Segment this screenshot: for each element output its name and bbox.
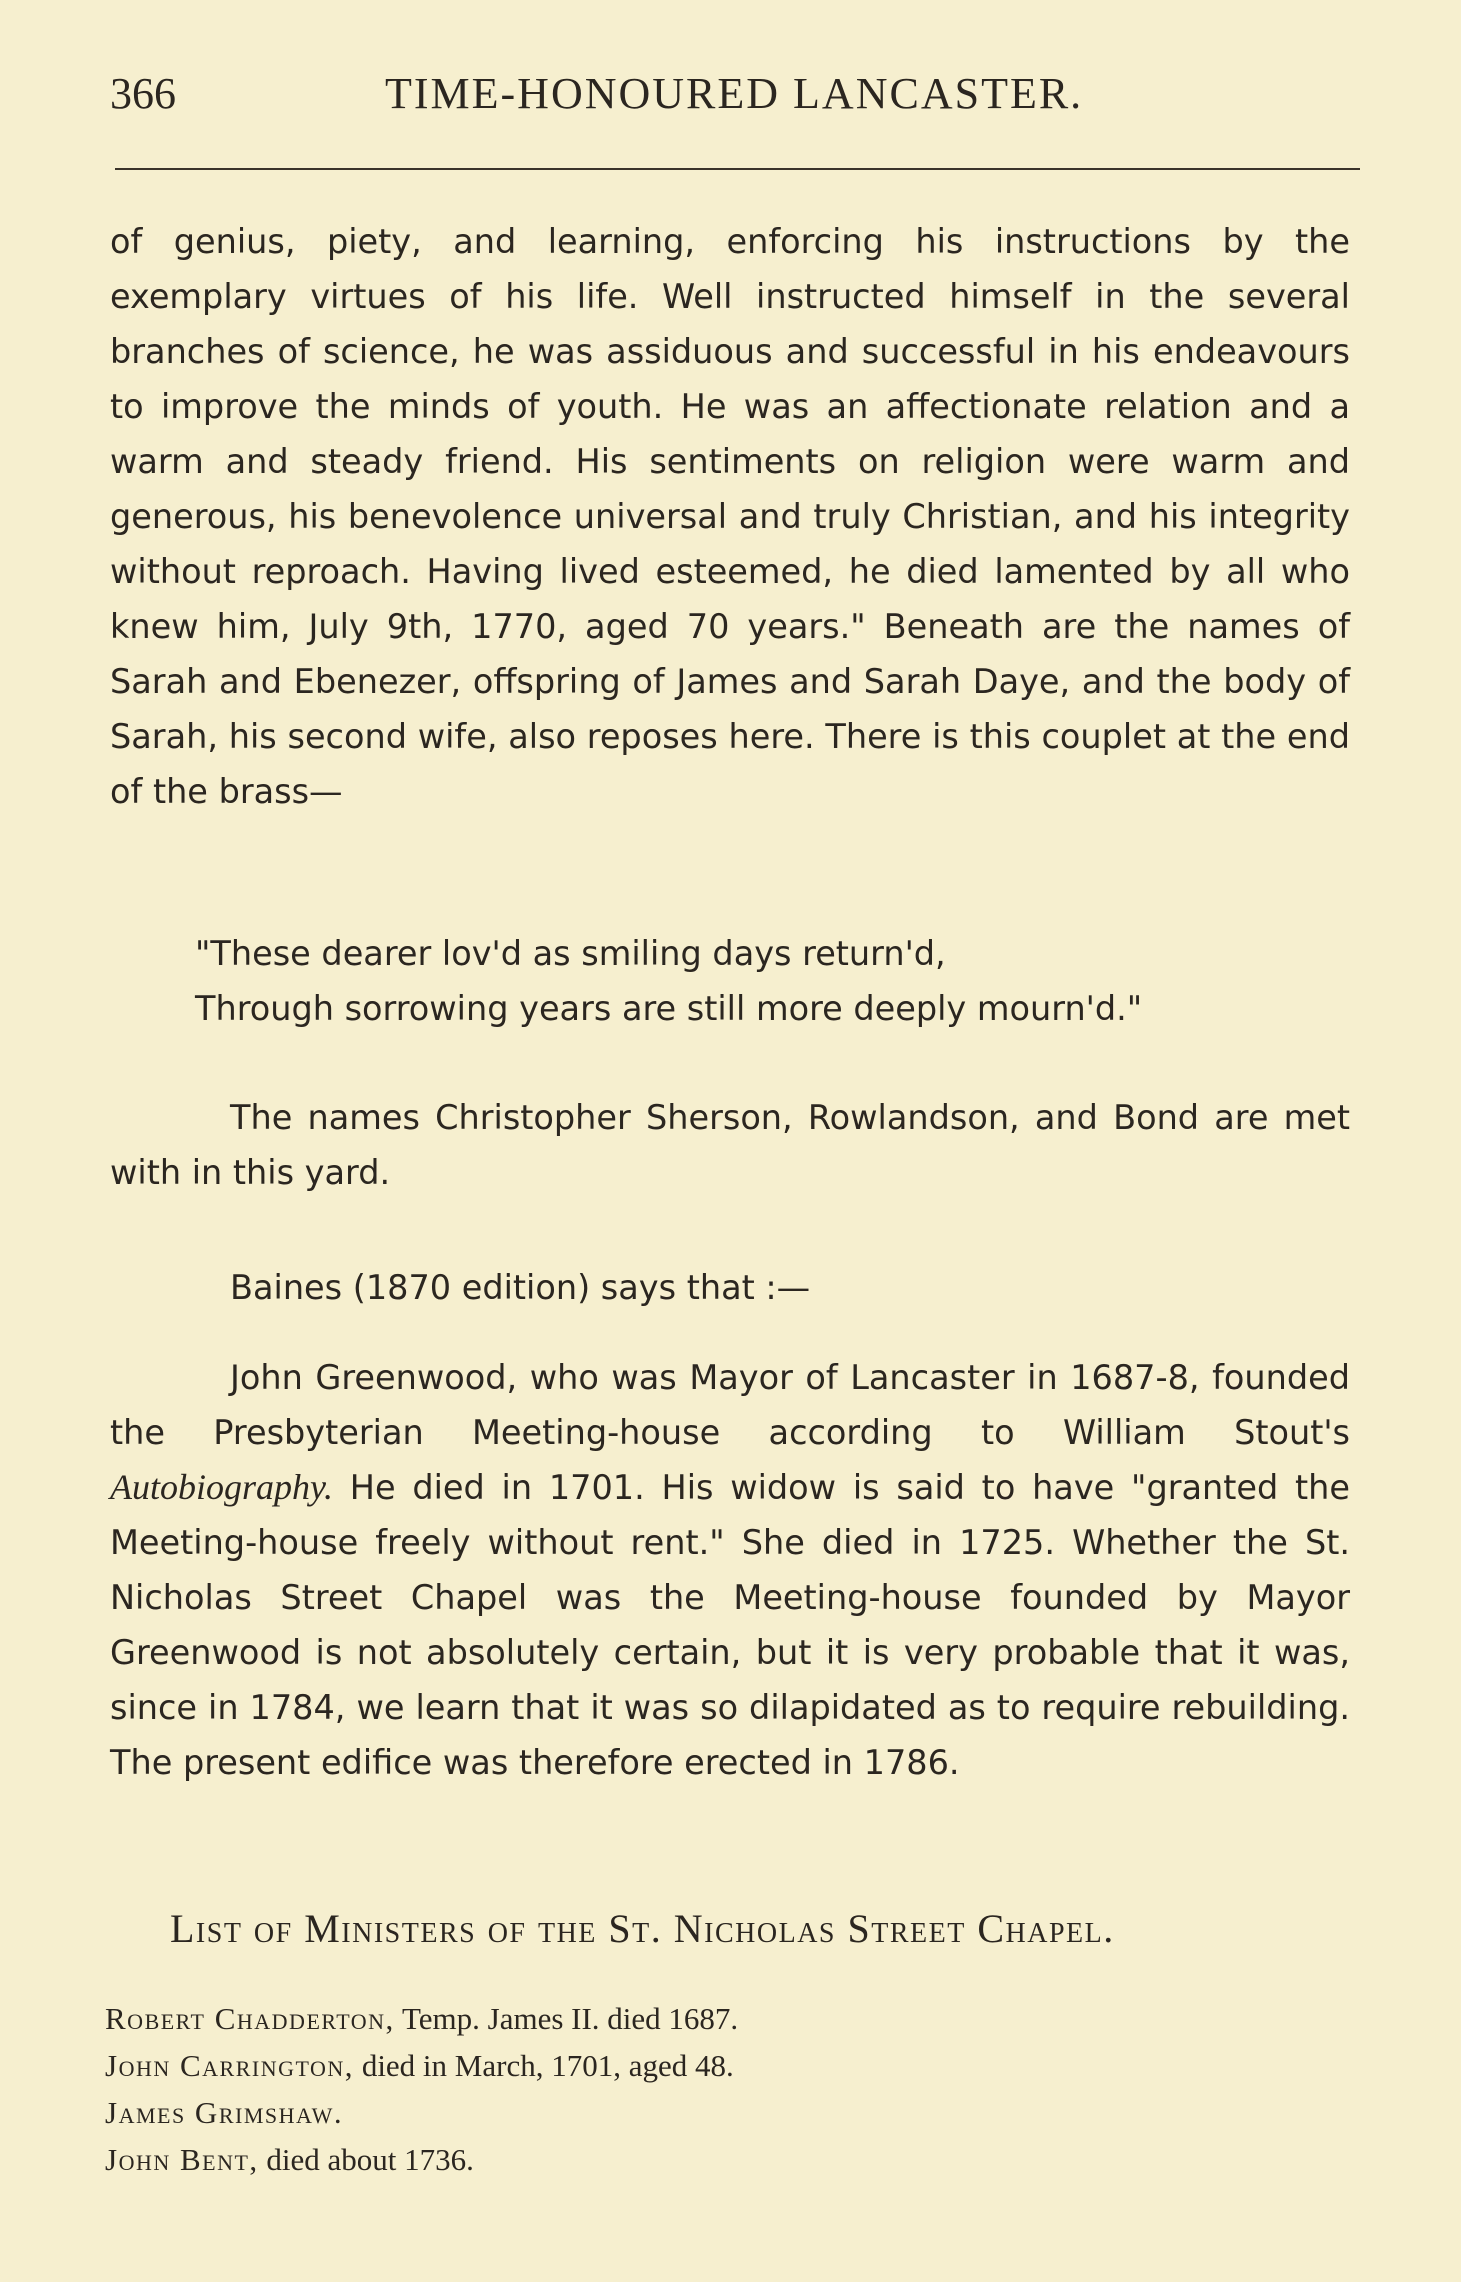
running-title: TIME-HONOURED LANCASTER. [385,69,1084,118]
minister-name: Robert Chadderton, [105,2001,395,2036]
paragraph-names-in-yard: The names Christopher Sherson, Rowlandson, and Bond are met with in this yard. [110,1098,1350,1192]
couplet [195,926,1355,1036]
minister-detail: died about 1736. [258,2142,474,2177]
autobiography-title: Autobiography. [110,1467,333,1507]
minister-name: James Grimshaw. [105,2095,344,2130]
ministers-list [105,1995,1305,2183]
greenwood-text-end: He died in 1701. His widow is said to have "granted the Meeting-house freely without rent." She died in 1725. Whether the St. Nicholas Street Chapel was the Meeting-house founded by Mayor Greenwood is not absolutely certain, but it is very probable that it was, since in 1784, we learn that it was so dilapidated as to require rebuilding. The present edifice was therefore erected in 1786. [110,1468,1350,1782]
running-head [110,68,1360,128]
paragraph-epitaph-continued: of genius, piety, and learning, enforcing his instructions by the exemplary virtues of his life. Well instructed himself in the several branches of science, he was assiduous and successful in his endeavours to improve the minds of youth. He was an affectionate relation and a warm and steady friend. His sentiments on religion were warm and generous, his benevolence universal and truly Christian, and his integrity without reproach. Having lived esteemed, he died lamented by all who knew him, July 9th, 1770, aged 70 years." Beneath are the names of Sarah and Ebenezer, offspring of James and Sarah Daye, and the body of Sarah, his second wife, also reposes here. There is this couplet at the end of the brass— [110,222,1350,811]
paragraph-baines-intro: Baines (1870 edition) says that :— [230,1268,811,1307]
minister-name: John Carrington, [105,2048,355,2083]
list-item [105,2089,1305,2136]
ministers-section-heading: List of Ministers of the St. Nicholas Street Chapel. [170,1906,1115,1951]
minister-detail: Temp. James II. died 1687. [394,2001,739,2036]
list-item [105,2042,1305,2089]
header-rule [115,168,1360,170]
couplet-line-2: Through sorrowing years are still more deeply mourn'd." [195,989,1143,1028]
page-number: 366 [110,69,176,118]
greenwood-text-start: John Greenwood, who was Mayor of Lancaster in 1687-8, founded the Presbyterian Meeting-house according to William Stout's [110,1358,1350,1452]
couplet-line-1: "These dearer lov'd as smiling days return'd, [195,934,946,973]
paragraph-greenwood [110,1350,1350,1790]
minister-detail: died in March, 1701, aged 48. [354,2048,734,2083]
list-item [105,2136,1305,2183]
minister-name: John Bent, [105,2142,259,2177]
list-item [105,1995,1305,2042]
